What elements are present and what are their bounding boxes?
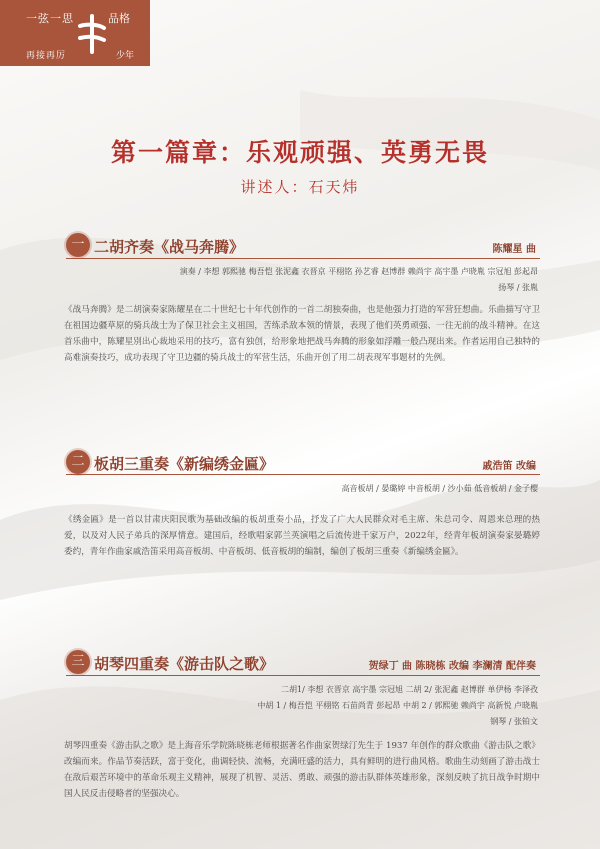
section-credit: 贺绿丁 曲 陈晓栋 改编 李澜清 配伴奏: [368, 661, 536, 672]
performers-line-1: 二胡1/ 李想 衣晋京 高宇墨 宗冠旭 二胡 2/ 张泥鑫 赵博群 单伊杨 李泽孜: [281, 685, 538, 694]
section-description: 胡琴四重奏《游击队之歌》是上海音乐学院陈晓栋老师根据著名作曲家贺绿汀先生于 1937 年创作的群众歌曲《游击队之歌》改编而来。作品节奏活跃，富于变化，曲调轻快、流畅，充满旺盛的活力，具有鲜明的进行曲风格。歌曲生动刻画了游击战士在敌后艰苦环境中的革命乐观主义精神，展现了机智、灵活、勇敢、顽强的游击队群体英雄形象，深刻反映了抗日战争时期中国人民反击侵略者的坚强决心。: [64, 741, 540, 799]
section-title: 板胡三重奏《新编绣金匾》: [94, 455, 275, 473]
section-credit: 戚浩笛 改编: [482, 461, 536, 472]
section-title: 胡琴四重奏《游击队之歌》: [94, 655, 275, 673]
section-divider: [66, 474, 540, 475]
section-title: 二胡齐奏《战马奔腾》: [94, 238, 245, 256]
performers-line-3: 钢琴 / 张铂文: [490, 717, 538, 726]
logo-line2-tail: 少年: [116, 51, 135, 61]
brush-character-icon: [74, 14, 110, 54]
section-number-badge: 三: [66, 650, 90, 674]
performers-line-2: 中胡 1 / 梅吾恺 平栩铭 石苗尚青 彭起昂 中胡 2 / 郭熙驰 赖尚宇 高新悦 卢晓胤: [257, 701, 538, 710]
performers: 高音板胡 / 晏璐婷 中音板胡 / 沙小茹 低音板胡 / 金子樱: [341, 484, 538, 493]
logo-line2: 再接再厉: [26, 51, 67, 61]
narrator: 讲述人：石天炜: [240, 178, 360, 196]
logo-line1: 一弦一思: [26, 12, 74, 25]
section-number-badge: 二: [66, 450, 90, 474]
section-description: 《战马奔腾》是二胡演奏家陈耀星在二十世纪七十年代创作的一首二胡独奏曲，也是他强力打造的军营狂想曲。乐曲描写守卫在祖国边疆草原的骑兵战士为了保卫社会主义祖国，苦练杀敌本领的情景，表现了他们英勇顽强、一往无前的战斗精神。在这首乐曲中，陈耀星別出心裁地采用的技巧，富有独创，给形象地把战马奔腾的形象如浮雕一般凸现出来。作者运用自己独特的高难演奏技巧，成功表现了守卫边疆的骑兵战士的军营生活，乐曲开创了用二胡表现军事题材的先例。: [64, 305, 540, 363]
section-description: 《绣金匾》是一首以甘肃庆阳民歌为基础改编的板胡重奏小品，抒发了广大人民群众对毛主席、朱总司令、周恩来总理的热爱，以及对人民子弟兵的深厚情意。建国后，经歌唱家郭兰英演唱之后流传进千家万户，2022年，经青年板胡演奏家晏璐婷委约，青年作曲家戚浩笛采用高音板胡、中音板胡、低音板胡的编制，编创了板胡三重奏《新编绣金匾》。: [64, 515, 540, 557]
section-divider: [66, 258, 540, 259]
section-number-badge: 一: [66, 233, 90, 257]
logo-line1-tail: 品格: [108, 12, 130, 25]
section-divider: [66, 675, 540, 676]
performers: 演奏 / 李想 郭熙驰 梅吾恺 张泥鑫 衣晋京 平栩铭 孙艺睿 赵博群 赖尚宇 高宇墨 卢晓胤 宗冠旭 彭起昂: [179, 267, 538, 276]
accompaniment: 扬琴 / 张胤: [498, 283, 538, 292]
section-credit: 陈耀星 曲: [492, 244, 536, 255]
page-title: 第一篇章：乐观顽强、英勇无畏: [110, 138, 489, 167]
brand-logo: [0, 0, 150, 66]
